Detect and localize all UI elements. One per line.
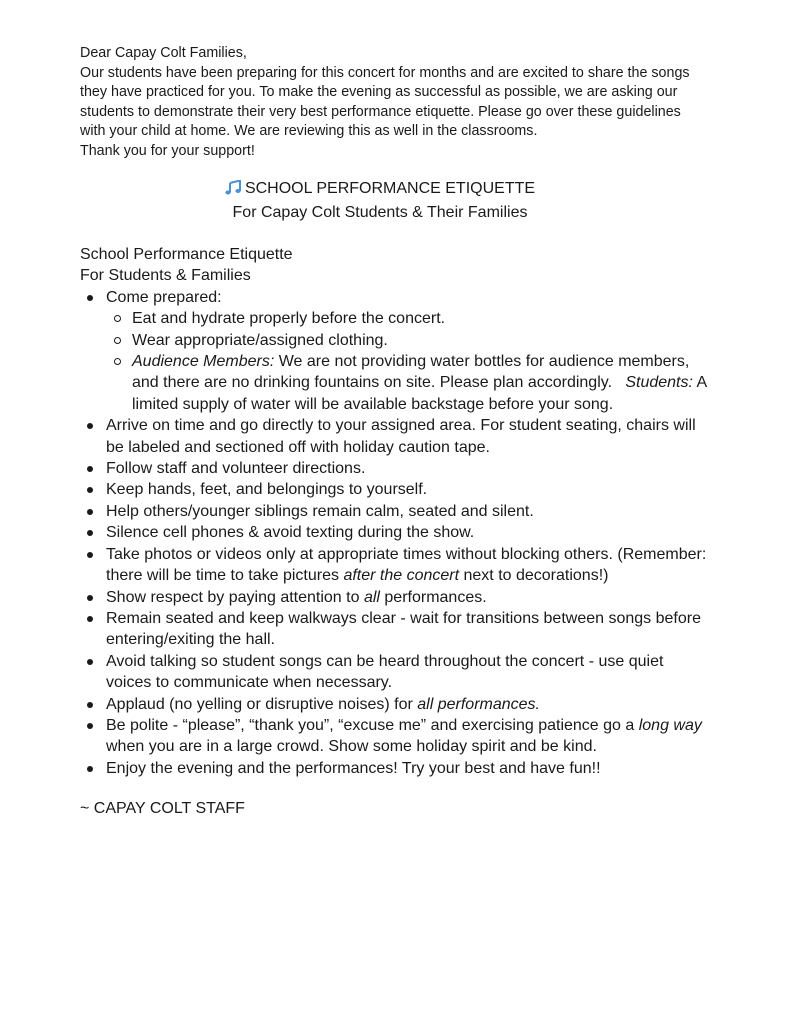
etiquette-heading	[0, 178, 760, 224]
item-text: when you are in a large crowd. Show some holiday spirit and be kind.	[106, 738, 597, 756]
list-item	[106, 287, 710, 415]
item-text: Take photos or videos only at appropriate times without blocking others. (Remember: there will be time to take pictures	[106, 545, 707, 585]
audience-text: We are not providing water bottles for audience members, and there are no drinking fountains on site. Please plan accordingly.	[132, 353, 694, 392]
students-label: Students:	[625, 374, 693, 392]
list-item: Keep hands, feet, and belongings to yourself.	[106, 479, 710, 500]
item-text: next to decorations!)	[459, 567, 609, 585]
list-item: Help others/younger siblings remain calm, seated and silent.	[106, 501, 710, 522]
item-emphasis: long way	[638, 716, 702, 734]
section-title: School Performance Etiquette	[80, 246, 293, 263]
heading-title: SCHOOL PERFORMANCE ETIQUETTE	[244, 180, 536, 197]
item-emphasis: all performances.	[417, 695, 540, 713]
music-note-icon	[225, 180, 242, 202]
section-subtitle: For Students & Families	[80, 267, 251, 285]
sub-list-item: Eat and hydrate properly before the concert.	[132, 308, 710, 329]
list-item	[106, 544, 710, 587]
item-text: Applaud (no yelling or disruptive noises) for	[106, 695, 418, 713]
letter-paragraph: Our students have been preparing for this concert for months and are excited to share the songs they have practiced for you. To make the evening as successful as possible, we are asking our students to demonstrate their very best performance etiquette. Please go over these guidelines with your child at home. We are reviewing this as well in the classrooms.	[80, 64, 690, 139]
item-emphasis: all	[363, 588, 380, 606]
list-item	[106, 587, 710, 608]
list-item: Follow staff and volunteer directions.	[106, 458, 710, 479]
students-text: A limited supply of water will be available backstage before your song.	[132, 374, 707, 413]
document-page	[80, 44, 710, 818]
list-item: Avoid talking so student songs can be heard throughout the concert - use quiet voices to communicate when necessary.	[106, 651, 710, 694]
list-item: Silence cell phones & avoid texting during the show.	[106, 522, 710, 543]
list-item: Enjoy the evening and the performances! Try your best and have fun!!	[106, 758, 710, 779]
item-emphasis: after the concert	[343, 567, 460, 585]
item-text: Show respect by paying attention to	[106, 588, 364, 606]
sub-list-item: Wear appropriate/assigned clothing.	[132, 330, 710, 351]
letter-thanks: Thank you for your support!	[80, 142, 255, 159]
sub-list-item	[132, 351, 710, 415]
item-text: Be polite - “please”, “thank you”, “excuse me” and exercising patience go a	[106, 716, 639, 734]
letter-greeting: Dear Capay Colt Families,	[80, 45, 247, 61]
list-item: Arrive on time and go directly to your assigned area. For student seating, chairs will be labeled and sectioned off with holiday caution tape.	[106, 415, 710, 458]
signature: ~ CAPAY COLT STAFF	[80, 800, 245, 818]
etiquette-list	[80, 287, 710, 779]
sub-list	[106, 308, 710, 415]
heading-subtitle: For Capay Colt Students & Their Families	[232, 204, 528, 221]
item-text: performances.	[379, 588, 487, 606]
list-item: Remain seated and keep walkways clear - wait for transitions between songs before entering/exiting the hall.	[106, 608, 710, 651]
list-item	[106, 694, 710, 715]
item-text: Come prepared:	[106, 288, 222, 306]
list-item	[106, 715, 710, 758]
intro-letter	[80, 44, 710, 161]
audience-label: Audience Members:	[132, 353, 275, 371]
etiquette-section	[80, 244, 710, 779]
